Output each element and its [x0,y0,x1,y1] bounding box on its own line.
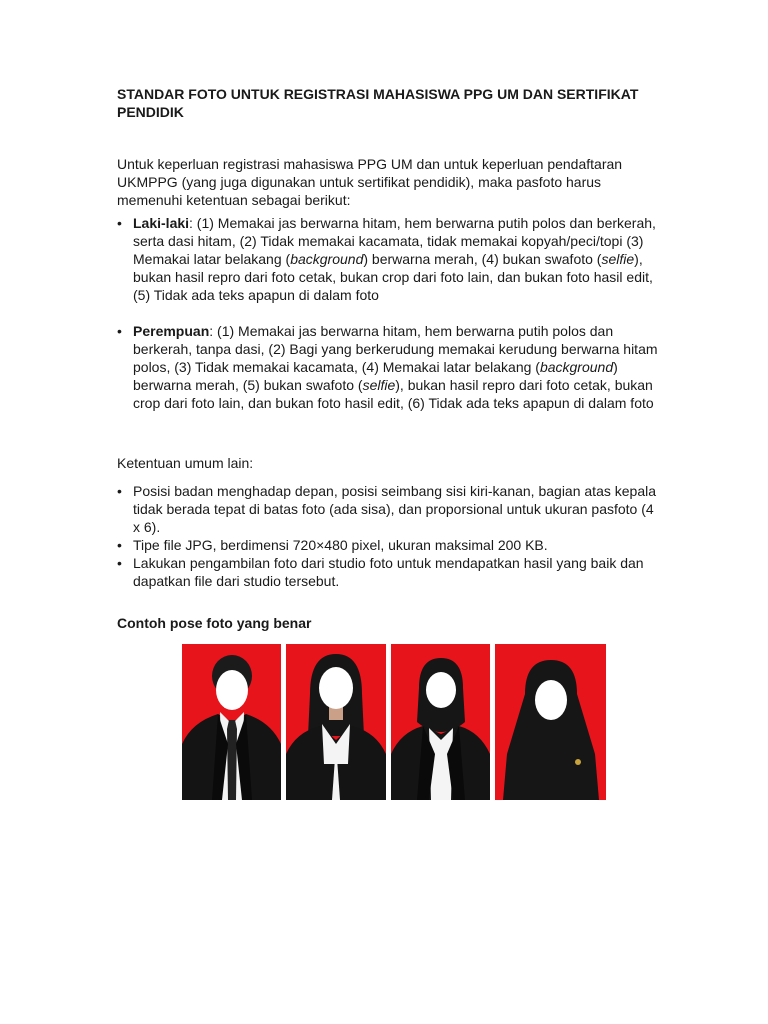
document-title: STANDAR FOTO UNTUK REGISTRASI MAHASISWA PPG UM DAN SERTIFIKAT PENDIDIK [117,86,639,120]
example-photo-female-2 [391,644,490,800]
example-photo-male [182,644,281,800]
intro-paragraph: Untuk keperluan registrasi mahasiswa PPG UM dan untuk keperluan pendaftaran UKMPPG (yang juga digunakan untuk sertifikat pendidik), maka pasfoto harus memenuhi ketentuan sebagai berikut: [117,156,623,208]
list-item: • Lakukan pengambilan foto dari studio foto untuk mendapatkan hasil yang baik dan dapatkan file dari studio tersebut. [117,554,662,590]
general-requirements-list [117,482,662,590]
list-item-female: • Perempuan: (1) Memakai jas berwarna hitam, hem berwarna putih polos dan berkerah, tanpa dasi, (2) Bagi yang berkerudung memakai kerudung berwarna hitam polos, (3) Tidak memakai kacamata, (4) Memakai latar belakang (background) berwarna merah, (5) bukan swafoto (selfie), bukan hasil repro dari foto cetak, bukan crop dari foto lain, dan bukan foto hasil edit, (6) Tidak ada teks apapun di dalam foto [117,322,662,412]
female-label: Perempuan [133,323,210,339]
attire-requirements-list [117,214,662,412]
example-heading: Contoh pose foto yang benar [117,615,312,631]
male-label: Laki-laki [133,215,190,231]
list-item: • Posisi badan menghadap depan, posisi seimbang sisi kiri-kanan, bagian atas kepala tidak berada tepat di batas foto (ada sisa), dan proporsional untuk ukuran pasfoto (4 x 6). [117,482,662,536]
list-item: • Tipe file JPG, berdimensi 720×480 pixel, ukuran maksimal 200 KB. [117,536,662,554]
list-item-male: • Laki-laki: (1) Memakai jas berwarna hitam, hem berwarna putih polos dan berkerah, serta dasi hitam, (2) Tidak memakai kacamata, tidak memakai kopyah/peci/topi (3) Memakai latar belakang (background) berwarna merah, (4) bukan swafoto (selfie), bukan hasil repro dari foto cetak, bukan crop dari foto lain, dan bukan foto hasil edit, (5) Tidak ada teks apapun di dalam foto [117,214,662,304]
example-photo-female-3 [495,644,606,800]
general-heading: Ketentuan umum lain: [117,455,254,471]
example-photo-female-1 [286,644,386,800]
